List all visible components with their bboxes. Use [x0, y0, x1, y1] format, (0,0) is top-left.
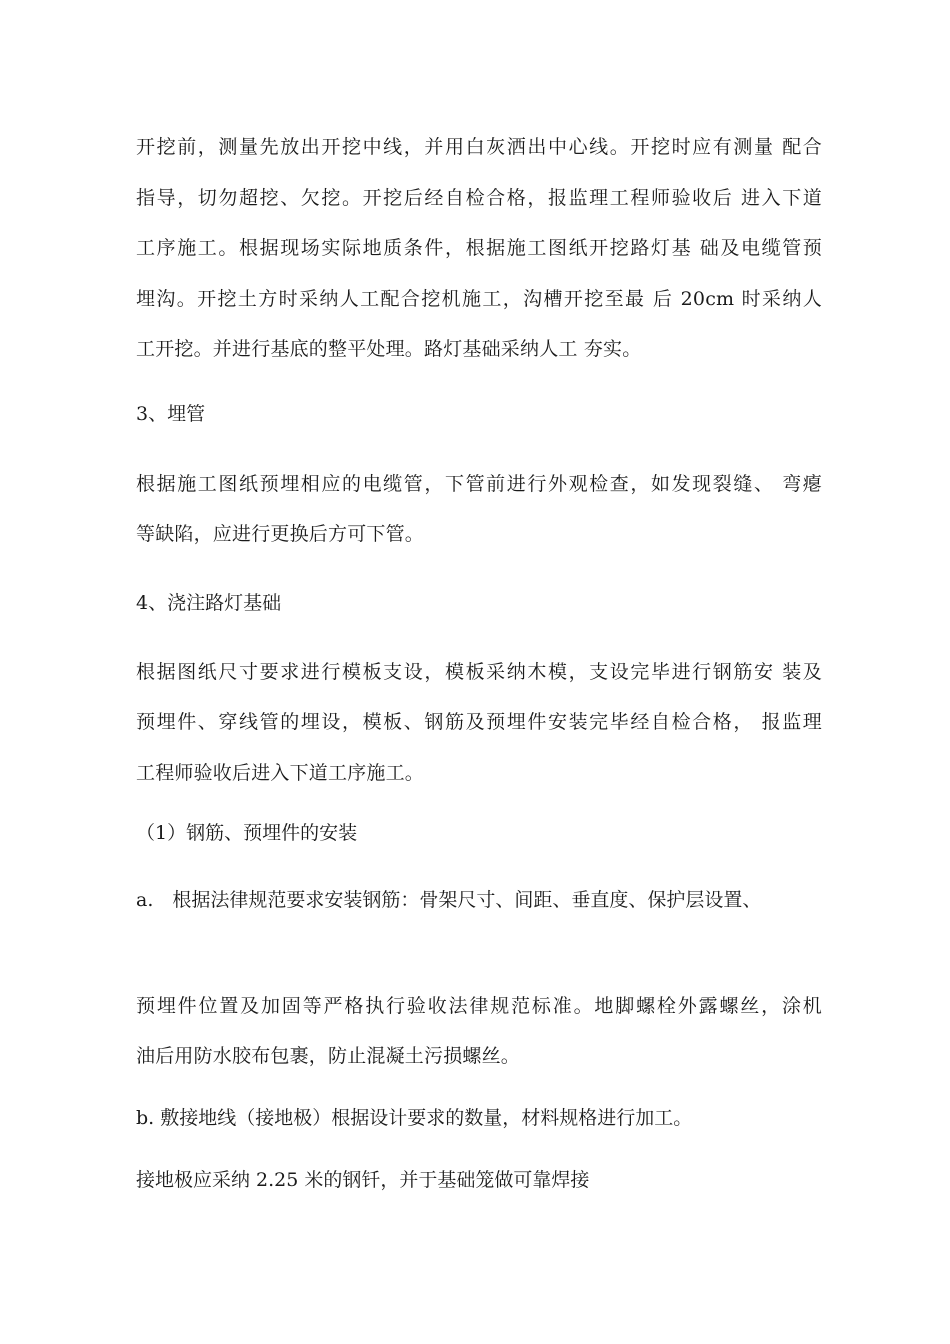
paragraph-excavation-line-2: 指导，切勿超挖、欠挖。开挖后经自检合格，报监理工程师验收后 进入下道 — [136, 187, 822, 209]
list-item-b: b. 敷接地线（接地极）根据设计要求的数量，材料规格进行加工。 — [136, 1107, 693, 1129]
paragraph-pipe-line-2: 等缺陷，应进行更换后方可下管。 — [136, 523, 425, 545]
paragraph-grounding: 接地极应采纳 2.25 米的钢钎，并于基础笼做可靠焊接 — [136, 1169, 590, 1191]
heading-pipe-burying: 3、埋管 — [136, 403, 206, 425]
paragraph-excavation-line-3: 工序施工。根据现场实际地质条件，根据施工图纸开挖路灯基 础及电缆管预 — [136, 237, 822, 259]
subheading-rebar-embedded: （1）钢筋、预埋件的安装 — [136, 822, 358, 844]
paragraph-formwork-line-1: 根据图纸尺寸要求进行模板支设，模板采纳木模，支设完毕进行钢筋安 装及 — [136, 661, 822, 683]
paragraph-excavation-line-5: 工开挖。并进行基底的整平处理。路灯基础采纳人工 夯实。 — [136, 338, 642, 360]
heading-pour-foundation: 4、浇注路灯基础 — [136, 592, 282, 614]
paragraph-excavation-line-1: 开挖前，测量先放出开挖中线，并用白灰洒出中心线。开挖时应有测量 配合 — [136, 136, 822, 158]
paragraph-bolts-line-1: 预埋件位置及加固等严格执行验收法律规范标准。地脚螺栓外露螺丝，涂机 — [136, 995, 822, 1017]
list-item-a: a. 根据法律规范要求安装钢筋：骨架尺寸、间距、垂直度、保护层设置、 — [136, 889, 762, 911]
paragraph-excavation-line-4: 埋沟。开挖土方时采纳人工配合挖机施工，沟槽开挖至最 后 20cm 时采纳人 — [136, 288, 822, 310]
paragraph-formwork-line-2: 预埋件、穿线管的埋设，模板、钢筋及预埋件安装完毕经自检合格， 报监理 — [136, 711, 822, 733]
paragraph-formwork-line-3: 工程师验收后进入下道工序施工。 — [136, 762, 425, 784]
paragraph-bolts-line-2: 油后用防水胶布包裹，防止混凝土污损螺丝。 — [136, 1045, 521, 1067]
paragraph-pipe-line-1: 根据施工图纸预埋相应的电缆管，下管前进行外观检查，如发现裂缝、 弯瘪 — [136, 473, 822, 495]
